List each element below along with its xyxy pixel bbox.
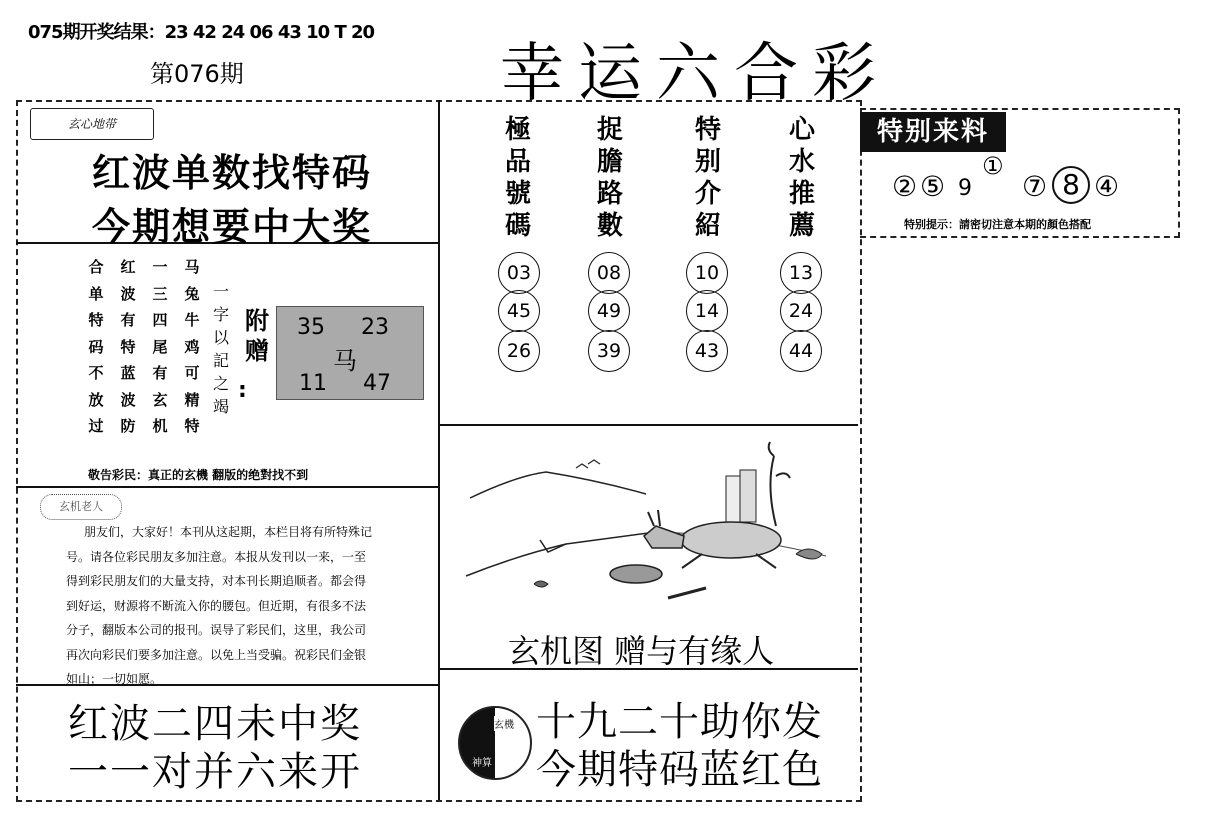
vertical-note: 一字以記之竭: [212, 282, 229, 416]
special-num: ①: [982, 152, 1004, 180]
notice-line: 到好运，财源将不断流入你的腰包。但近期，有很多不法: [66, 598, 367, 613]
bird: [576, 460, 600, 468]
bottom-verse-2: 一一对并六来开: [68, 749, 362, 795]
puzzle-caption: 玄机图 赠与有缘人: [508, 632, 775, 670]
puzzle-illustration: [456, 436, 846, 626]
section-tag: [30, 108, 154, 140]
notice-line: 再次向彩民们要多加注意。以免上当受骗。祝彩民们金银: [66, 647, 367, 662]
pick-number: 45: [498, 290, 540, 332]
gift-num-4: 47: [363, 371, 391, 396]
divider-vertical: [438, 100, 440, 800]
poem-column-2: 红波有特蓝波防: [120, 258, 136, 435]
gift-num-3: 11: [299, 371, 327, 396]
special-num: 9: [958, 176, 972, 201]
warning-text: 敬告彩民：真正的玄機 翻版的绝對找不到: [88, 468, 309, 482]
pick-header-4: 心水推薦: [788, 115, 815, 241]
special-num: ⑦: [1022, 170, 1048, 203]
special-num: ④: [1094, 170, 1120, 203]
pick-number: 26: [498, 330, 540, 372]
gift-box: [276, 306, 424, 400]
issue-number: 第076期: [150, 60, 244, 88]
pick-number: 44: [780, 330, 822, 372]
special-num: ②: [892, 170, 918, 203]
notice-tag: [40, 494, 122, 520]
poem-column-1: 合单特码不放过: [88, 258, 104, 435]
headline-1: 红波单数找特码: [92, 150, 373, 195]
special-title: 特别来料: [860, 112, 1006, 152]
notice-line: 号。请各位彩民朋友多加注意。本报从发刊以一来，一至: [66, 549, 367, 564]
pick-number: 24: [780, 290, 822, 332]
donkey-body: [681, 522, 781, 558]
bottom-verse-1: 红波二四未中奖: [68, 701, 362, 747]
page-title: 幸运六合彩: [500, 37, 890, 111]
water-bowl: [610, 565, 662, 583]
notice-line: 朋友们，大家好！本刊从这起期，本栏目将有所特殊记: [84, 525, 373, 539]
yin-label-top: 玄機: [494, 716, 514, 731]
post-2: [740, 470, 756, 522]
bottom-phrase-2: 今期特码蓝红色: [536, 747, 823, 793]
mountain: [470, 472, 646, 498]
special-hint: 特别提示：請密切注意本期的顏色搭配: [904, 218, 1091, 231]
pick-header-1: 極品號碼: [504, 115, 531, 241]
tree-trunk: [769, 442, 790, 526]
pick-number: 43: [686, 330, 728, 372]
leaf: [534, 581, 548, 587]
pick-number: 14: [686, 290, 728, 332]
gift-label: 附赠: [245, 306, 269, 365]
special-num: ⑤: [920, 170, 946, 203]
gift-colon: :: [238, 378, 247, 403]
special-num-highlight: [1052, 166, 1090, 204]
bone: [668, 588, 706, 598]
pick-number: 10: [686, 252, 728, 294]
special-num: 8: [1062, 168, 1080, 201]
bottom-phrase-1: 十九二十助你发: [536, 699, 823, 745]
gift-num-2: 23: [361, 315, 389, 340]
headline-2: 今期想要中大奖: [92, 204, 373, 249]
gift-num-1: 35: [297, 315, 325, 340]
section-tag-label: 玄心地带: [67, 117, 116, 131]
donkey-head: [644, 526, 684, 548]
poem-column-3: 一三四尾有玄机: [152, 258, 168, 435]
pick-number: 49: [588, 290, 630, 332]
pick-number: 39: [588, 330, 630, 372]
yin-yang-icon: [458, 706, 532, 780]
pick-number: 03: [498, 252, 540, 294]
pick-number: 08: [588, 252, 630, 294]
last-result: 075期开奖结果：23 42 24 06 43 10 T 20: [28, 22, 375, 43]
notice-line: 如山；一切如愿。: [66, 672, 163, 686]
poem-column-4: 马兔牛鸡可精特: [184, 258, 200, 435]
gift-zodiac: 马: [333, 347, 357, 375]
notice-body: [66, 520, 406, 692]
divider-left-2: [16, 486, 438, 488]
notice-line: 分子，翻版本公司的报刊。误导了彩民们，这里，我公司: [66, 623, 367, 637]
donkey-ears: [648, 510, 660, 526]
pick-number: 13: [780, 252, 822, 294]
notice-line: 得到彩民朋友们的大量支持，对本刊长期追顺者。都会得: [66, 574, 367, 588]
notice-tag-label: 玄机老人: [59, 500, 103, 513]
pick-header-2: 捉膽路數: [596, 115, 623, 241]
yin-label-bottom: 神算: [472, 758, 492, 769]
divider-mid-1: [440, 424, 858, 426]
pick-header-3: 特别介紹: [694, 115, 721, 241]
